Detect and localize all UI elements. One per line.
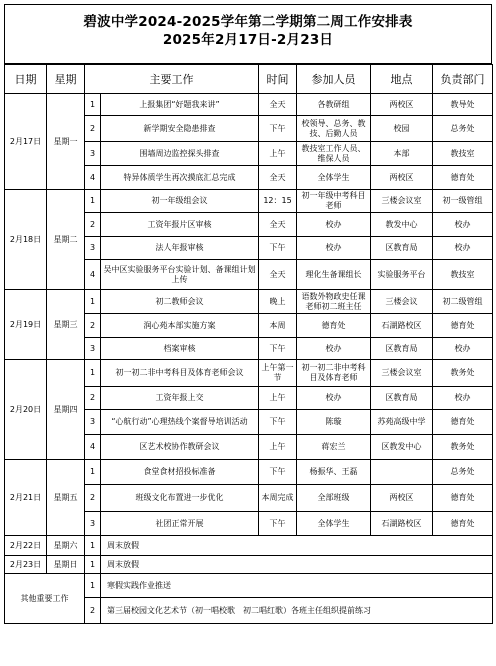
work-cell: 润心苑本部实施方案: [101, 314, 259, 338]
dept-cell: 德育处: [433, 410, 493, 435]
time-cell: 下午: [259, 237, 297, 260]
table-row: [5, 290, 493, 314]
dept-cell: 教技室: [433, 142, 493, 166]
time-cell: 下午: [259, 512, 297, 536]
work-cell: 周末放假: [101, 536, 493, 556]
work-cell: 上报集团“好题我来讲”: [101, 94, 259, 116]
dept-cell: 教导处: [433, 94, 493, 116]
time-cell: 全天: [259, 213, 297, 237]
location-cell: 石湖路校区: [371, 512, 433, 536]
item-number: 1: [85, 94, 101, 116]
item-number: 2: [85, 116, 101, 142]
location-cell: 石湖路校区: [371, 314, 433, 338]
participants-cell: 全体学生: [297, 166, 371, 190]
participants-cell: 理化生备课组长: [297, 260, 371, 290]
header-weekday: 星期: [47, 65, 85, 94]
time-cell: 下午: [259, 116, 297, 142]
participants-cell: 初一初二非中考科目及体育老师: [297, 360, 371, 387]
work-cell: 初二教师会议: [101, 290, 259, 314]
location-cell: 苏苑高级中学: [371, 410, 433, 435]
title-block: [4, 4, 492, 64]
header-row: [5, 65, 493, 94]
header-time: 时间: [259, 65, 297, 94]
weekday-cell: 星期六: [47, 536, 85, 556]
location-cell: 区教育局: [371, 338, 433, 360]
work-cell: 法人年报审核: [101, 237, 259, 260]
item-number: 1: [85, 190, 101, 213]
date-cell: 2月22日: [5, 536, 47, 556]
dept-cell: 教务处: [433, 360, 493, 387]
work-cell: 食堂食材招投标准备: [101, 460, 259, 485]
item-number: 1: [85, 536, 101, 556]
work-cell: 周末放假: [101, 556, 493, 574]
location-cell: [371, 460, 433, 485]
time-cell: 本周完成: [259, 485, 297, 512]
time-cell: 下午: [259, 338, 297, 360]
dept-cell: 校办: [433, 237, 493, 260]
dept-cell: 总务处: [433, 116, 493, 142]
dept-cell: 初一级管组: [433, 190, 493, 213]
location-cell: 三楼会议室: [371, 190, 433, 213]
work-cell: “心航行动”心理热线个案督导培训活动: [101, 410, 259, 435]
weekday-cell: 星期一: [47, 94, 85, 190]
weekday-cell: 星期四: [47, 360, 85, 460]
participants-cell: 陈璇: [297, 410, 371, 435]
table-row: [5, 360, 493, 387]
dept-cell: 教务处: [433, 435, 493, 460]
location-cell: 教发中心: [371, 213, 433, 237]
weekday-cell: 星期二: [47, 190, 85, 290]
date-cell: 2月19日: [5, 290, 47, 360]
document-title: 碧波中学2024-2025学年第二学期第二周工作安排表: [83, 14, 413, 30]
work-cell: 吴中区实验服务平台实验计划、备课组计划上传: [101, 260, 259, 290]
header-work: 主要工作: [85, 65, 259, 94]
participants-cell: 全体学生: [297, 512, 371, 536]
participants-cell: 初一年级中考科目老师: [297, 190, 371, 213]
time-cell: 12：15: [259, 190, 297, 213]
weekday-cell: 星期三: [47, 290, 85, 360]
participants-cell: 校办: [297, 237, 371, 260]
location-cell: 校园: [371, 116, 433, 142]
dept-cell: 德育处: [433, 314, 493, 338]
table-row: [5, 536, 493, 556]
item-number: 1: [85, 460, 101, 485]
work-cell: 工资年报上交: [101, 387, 259, 410]
item-number: 4: [85, 435, 101, 460]
item-number: 2: [85, 314, 101, 338]
dept-cell: 德育处: [433, 512, 493, 536]
header-date: 日期: [5, 65, 47, 94]
time-cell: 晚上: [259, 290, 297, 314]
date-cell: 2月18日: [5, 190, 47, 290]
work-cell: 第三届校园文化艺术节（初一唱校歌 初二唱红歌）各班主任组织提前练习: [101, 598, 493, 624]
time-cell: 上午: [259, 142, 297, 166]
location-cell: 三楼会议: [371, 290, 433, 314]
location-cell: 区教育局: [371, 237, 433, 260]
location-cell: 区教育局: [371, 387, 433, 410]
dept-cell: 总务处: [433, 460, 493, 485]
time-cell: 下午: [259, 410, 297, 435]
item-number: 1: [85, 574, 101, 598]
time-cell: 全天: [259, 260, 297, 290]
work-cell: 工资年报片区审核: [101, 213, 259, 237]
participants-cell: 校办: [297, 213, 371, 237]
item-number: 1: [85, 360, 101, 387]
schedule-body: [5, 94, 493, 624]
date-cell: 2月21日: [5, 460, 47, 536]
participants-cell: 蒋宏兰: [297, 435, 371, 460]
work-cell: 寒假实践作业推送: [101, 574, 493, 598]
time-cell: 本周: [259, 314, 297, 338]
location-cell: 本部: [371, 142, 433, 166]
participants-cell: 校办: [297, 387, 371, 410]
dept-cell: 校办: [433, 338, 493, 360]
time-cell: 全天: [259, 166, 297, 190]
table-row: [5, 94, 493, 116]
work-cell: 初一年级组会议: [101, 190, 259, 213]
table-row: [5, 574, 493, 598]
participants-cell: 各教研组: [297, 94, 371, 116]
dept-cell: 教技室: [433, 260, 493, 290]
item-number: 4: [85, 166, 101, 190]
item-number: 1: [85, 556, 101, 574]
work-cell: 初一初二非中考科目及体育老师会议: [101, 360, 259, 387]
dept-cell: 校办: [433, 213, 493, 237]
header-dept: 负责部门: [433, 65, 493, 94]
work-cell: 围墙周边监控探头排查: [101, 142, 259, 166]
item-number: 3: [85, 142, 101, 166]
weekday-cell: 星期日: [47, 556, 85, 574]
location-cell: 两校区: [371, 485, 433, 512]
item-number: 3: [85, 512, 101, 536]
date-range: 2025年2月17日-2月23日: [162, 32, 334, 48]
work-cell: 社团正常开展: [101, 512, 259, 536]
participants-cell: 校领导、总务、教技、后勤人员: [297, 116, 371, 142]
item-number: 2: [85, 387, 101, 410]
item-number: 3: [85, 338, 101, 360]
schedule-table: [4, 64, 493, 624]
participants-cell: 全部班级: [297, 485, 371, 512]
date-cell: 2月20日: [5, 360, 47, 460]
participants-cell: 德育处: [297, 314, 371, 338]
table-row: [5, 556, 493, 574]
location-cell: 两校区: [371, 166, 433, 190]
date-cell: 2月17日: [5, 94, 47, 190]
participants-cell: 语数外物政史任课老师初二班主任: [297, 290, 371, 314]
header-participants: 参加人员: [297, 65, 371, 94]
item-number: 3: [85, 410, 101, 435]
dept-cell: 初二级管组: [433, 290, 493, 314]
item-number: 2: [85, 485, 101, 512]
participants-cell: 杨振华、王磊: [297, 460, 371, 485]
item-number: 2: [85, 598, 101, 624]
work-cell: 特异体质学生再次摸底汇总完成: [101, 166, 259, 190]
time-cell: 上午: [259, 387, 297, 410]
location-cell: 两校区: [371, 94, 433, 116]
time-cell: 上午第一节: [259, 360, 297, 387]
work-cell: 档案审核: [101, 338, 259, 360]
time-cell: 全天: [259, 94, 297, 116]
dept-cell: 校办: [433, 387, 493, 410]
item-number: 4: [85, 260, 101, 290]
participants-cell: 校办: [297, 338, 371, 360]
work-cell: 区艺术校协作教研会议: [101, 435, 259, 460]
header-location: 地点: [371, 65, 433, 94]
item-number: 1: [85, 290, 101, 314]
location-cell: 实验服务平台: [371, 260, 433, 290]
weekday-cell: 星期五: [47, 460, 85, 536]
participants-cell: 教技室工作人员、维保人员: [297, 142, 371, 166]
location-cell: 三楼会议室: [371, 360, 433, 387]
table-row: [5, 190, 493, 213]
dept-cell: 德育处: [433, 166, 493, 190]
location-cell: 区教发中心: [371, 435, 433, 460]
work-cell: 新学期安全隐患排查: [101, 116, 259, 142]
date-cell: 2月23日: [5, 556, 47, 574]
work-cell: 班级文化布置进一步优化: [101, 485, 259, 512]
time-cell: 下午: [259, 460, 297, 485]
item-number: 2: [85, 213, 101, 237]
dept-cell: 德育处: [433, 485, 493, 512]
other-work-label: 其他重要工作: [5, 574, 85, 624]
time-cell: 上午: [259, 435, 297, 460]
item-number: 3: [85, 237, 101, 260]
table-row: [5, 460, 493, 485]
